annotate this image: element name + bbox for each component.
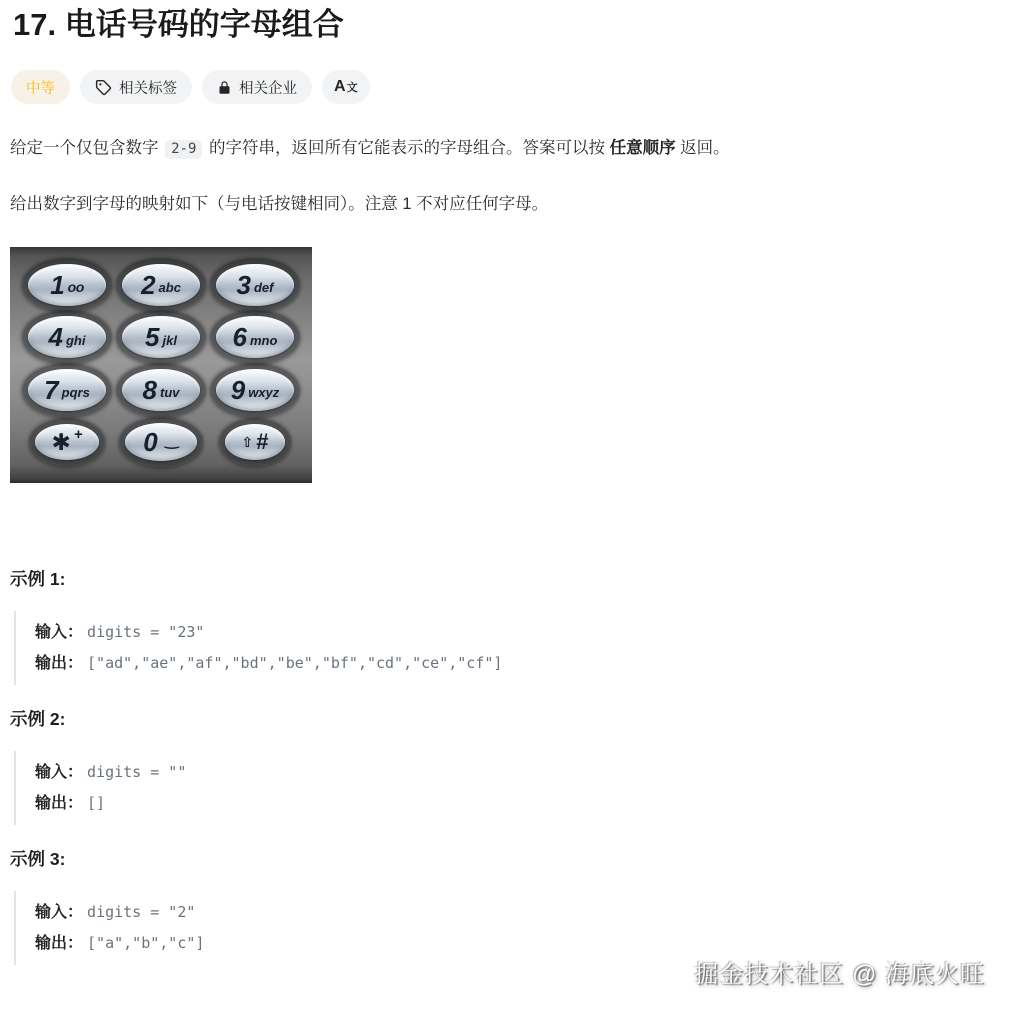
related-companies-label: 相关企业 — [239, 80, 297, 97]
difficulty-badge[interactable]: 中等 — [11, 70, 70, 104]
desc-text: 给定一个仅包含数字 — [10, 139, 164, 157]
output-label: 输出： — [35, 655, 84, 672]
example-1-block — [14, 611, 999, 685]
keypad-key-8: 8 tuv — [122, 369, 200, 411]
keypad-key-7: 7 pqrs — [28, 369, 106, 411]
space-icon: ‿ — [164, 429, 179, 449]
output-label: 输出： — [35, 795, 84, 812]
watermark: 掘金技术社区 @ 海底火旺 — [694, 961, 985, 988]
example-2-output-line — [35, 788, 999, 819]
example-1-heading: 示例 1: — [10, 569, 66, 589]
inline-code-range: 2-9 — [165, 140, 202, 159]
output-value: ["ad","ae","af","bd","be","bf","cd","ce","cf"] — [87, 654, 503, 672]
keypad-key-9: 9 wxyz — [216, 369, 294, 411]
related-companies-button[interactable] — [202, 70, 312, 104]
example-1-output-line — [35, 648, 999, 679]
problem-page — [0, 6, 1009, 1017]
input-value: digits = "2" — [87, 903, 196, 921]
shift-arrow-icon: ⇧ — [241, 434, 254, 451]
keypad-key-4: 4 ghi — [28, 316, 106, 358]
example-3-input-line — [35, 897, 999, 928]
plus-icon: + — [73, 425, 83, 443]
asterisk-icon: ✱ — [51, 428, 71, 455]
badge-row — [11, 70, 999, 104]
keypad-key-6: 6 mno — [216, 316, 294, 358]
hash-icon: # — [256, 429, 269, 455]
translate-button[interactable] — [322, 70, 370, 104]
translate-icon: A 文 — [334, 78, 358, 95]
keypad-key-1: 1 oo — [28, 264, 106, 306]
output-value: [] — [87, 794, 106, 812]
phone-keypad-image — [10, 247, 312, 483]
example-2-heading: 示例 2: — [10, 709, 66, 729]
keypad-key-0: 0 ‿ — [125, 423, 197, 461]
voicemail-icon: oo — [67, 278, 84, 295]
example-2-block — [14, 751, 999, 825]
example-3-heading: 示例 3: — [10, 849, 66, 869]
output-label: 输出： — [35, 935, 84, 952]
lock-icon — [217, 80, 232, 95]
related-tags-button[interactable] — [80, 70, 192, 104]
description-paragraph-2: 给出数字到字母的映射如下（与电话按键相同）。注意 1 不对应任何字母。 — [10, 195, 549, 213]
description-paragraph-1 — [10, 137, 999, 161]
input-label: 输入： — [35, 764, 84, 781]
input-value: digits = "" — [87, 763, 187, 781]
input-label: 输入： — [35, 904, 84, 921]
problem-title: 17. 电话号码的字母组合 — [13, 7, 344, 42]
desc-text: 的字符串，返回所有它能表示的字母组合。答案可以按 — [204, 139, 610, 157]
desc-text: 返回。 — [675, 139, 730, 157]
example-1-input-line — [35, 617, 999, 648]
input-value: digits = "23" — [87, 623, 205, 641]
keypad-key-2: 2 abc — [122, 264, 200, 306]
keypad-key-hash — [225, 424, 285, 460]
tag-icon — [95, 79, 112, 96]
example-2-input-line — [35, 757, 999, 788]
keypad-key-3: 3 def — [216, 264, 294, 306]
output-value: ["a","b","c"] — [87, 934, 205, 952]
input-label: 输入： — [35, 624, 84, 641]
desc-bold-any-order: 任意顺序 — [609, 139, 676, 157]
keypad-key-5: 5 jkl — [122, 316, 200, 358]
related-tags-label: 相关标签 — [119, 80, 177, 97]
keypad-key-star — [35, 424, 99, 460]
